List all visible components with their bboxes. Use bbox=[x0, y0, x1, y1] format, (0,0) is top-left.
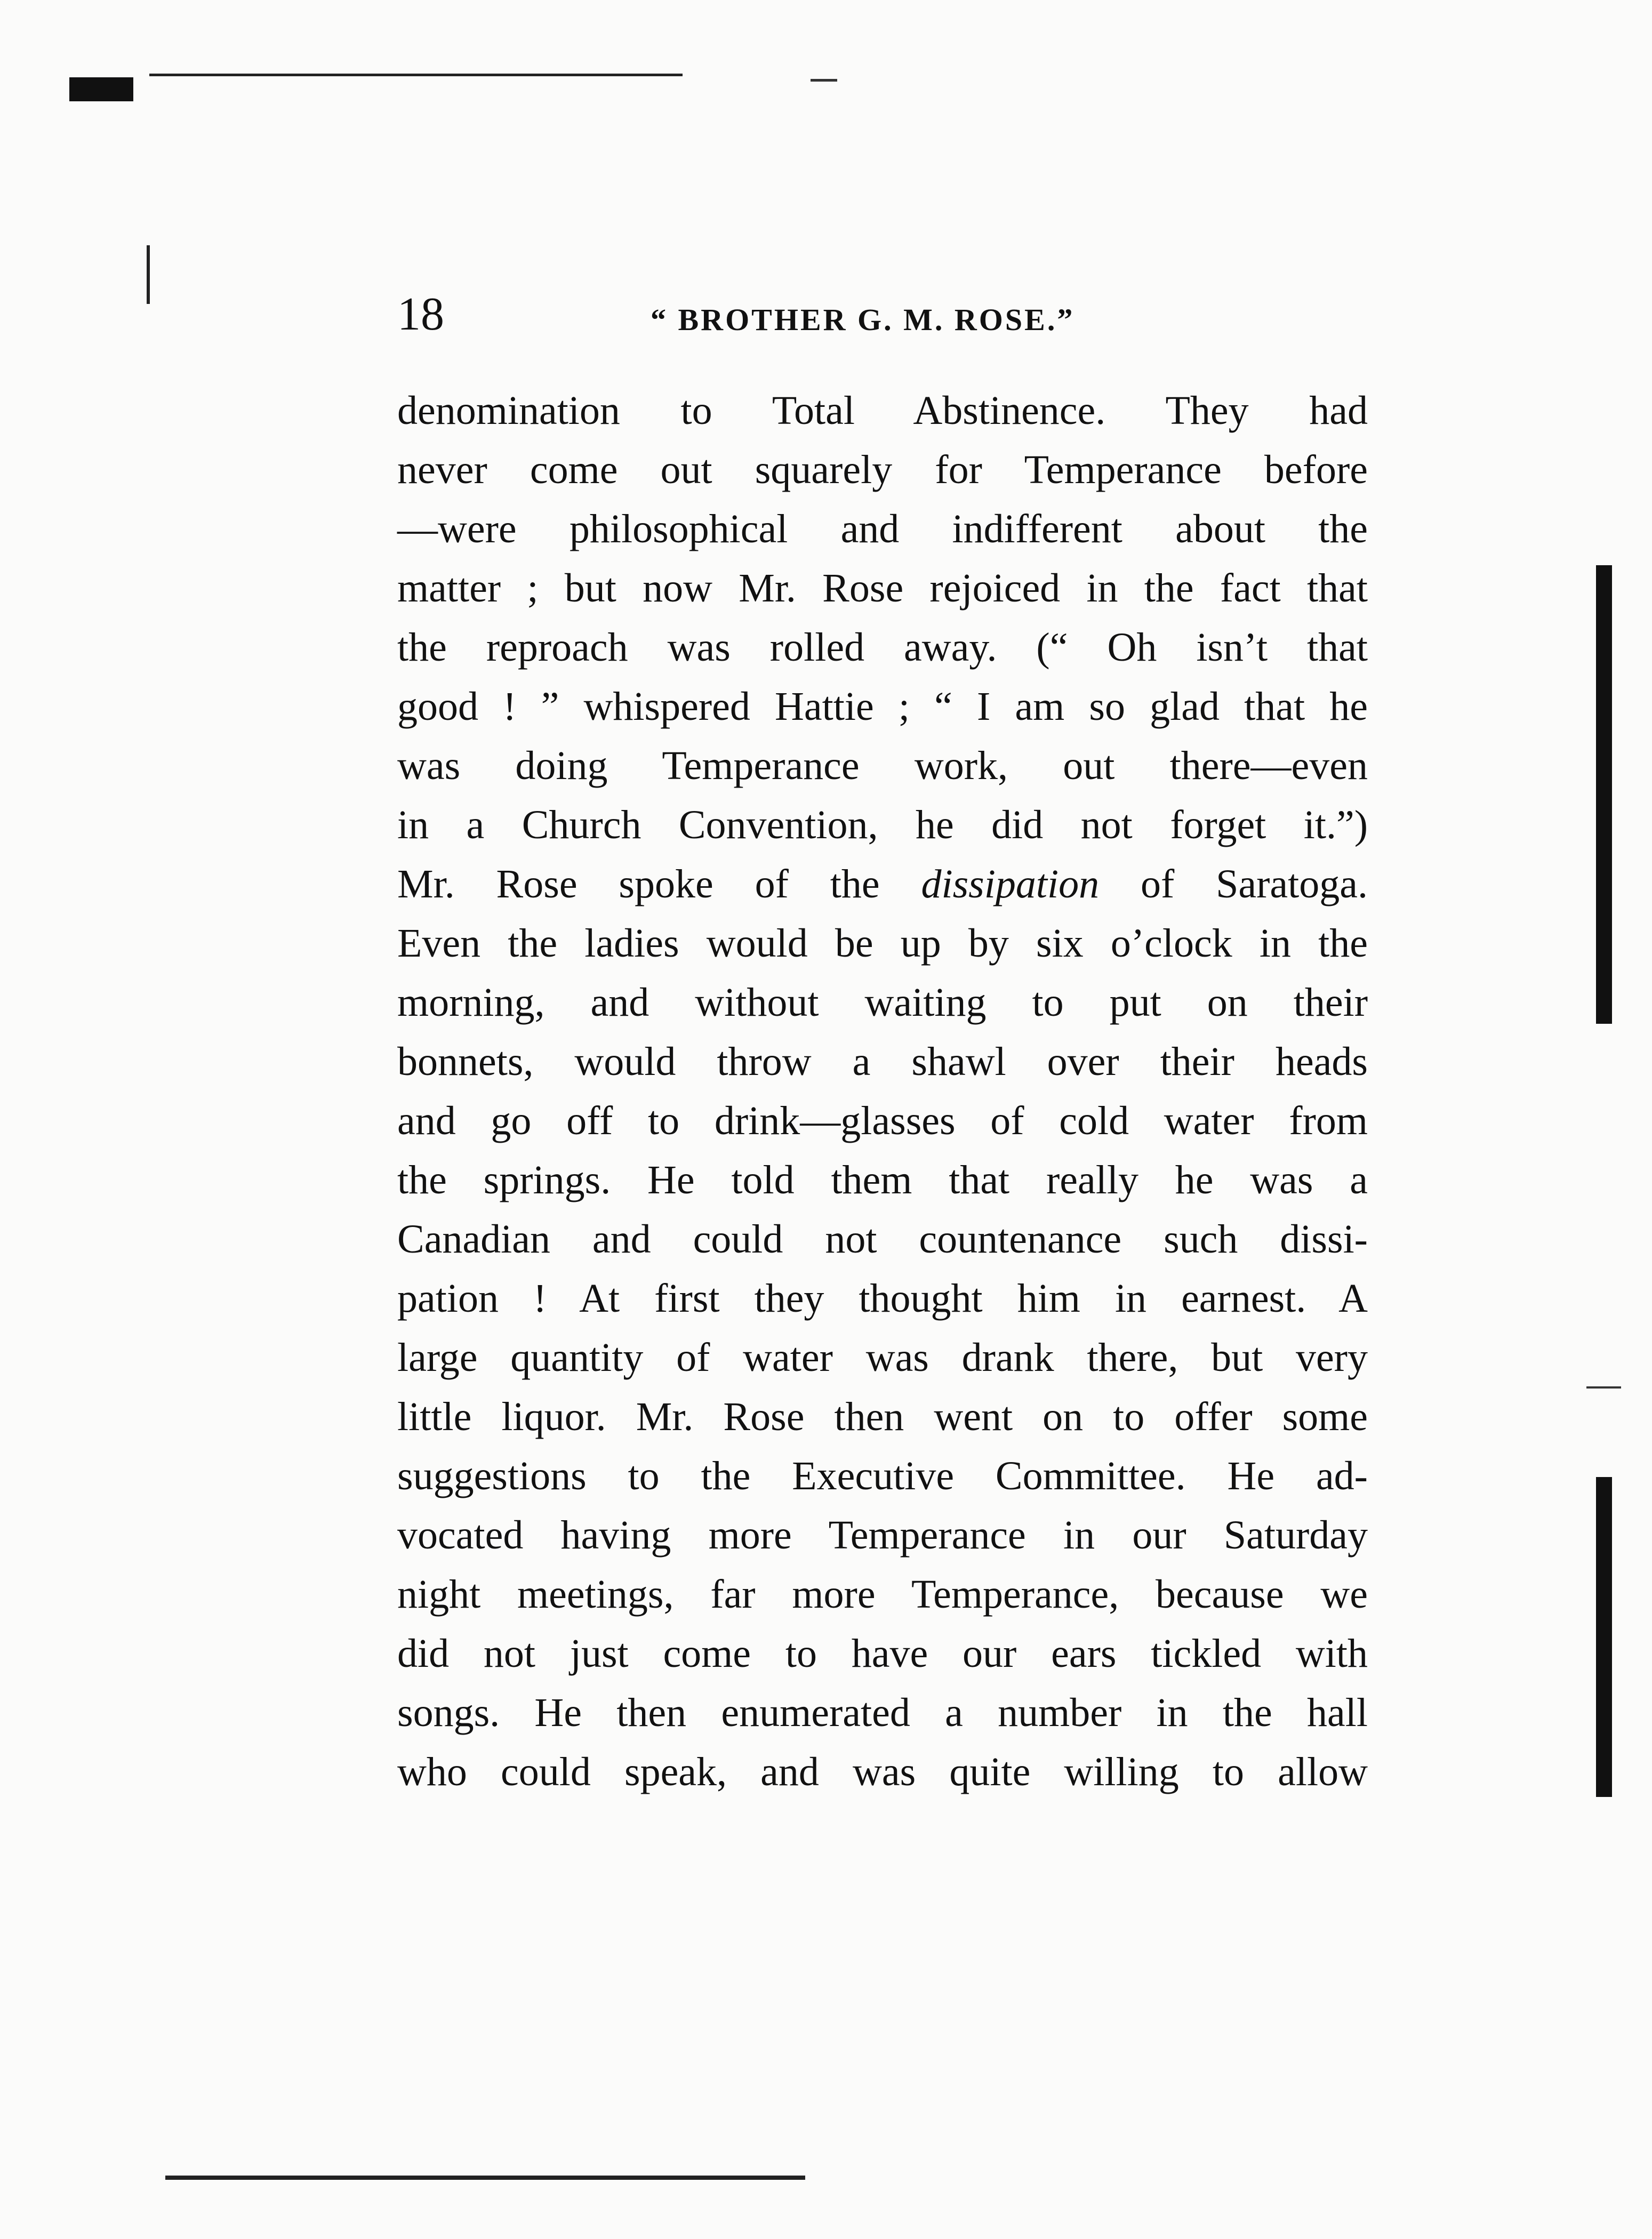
text-line-with-italic bbox=[397, 855, 1368, 914]
scan-artifact-edge-bar bbox=[1596, 1477, 1612, 1797]
text-line: the springs. He told them that really he was a bbox=[397, 1158, 1368, 1202]
scan-artifact-tick bbox=[1586, 1386, 1621, 1389]
text-line: night meetings, far more Temperance, because we bbox=[397, 1572, 1368, 1617]
text-segment: Mr. Rose spoke of the bbox=[397, 862, 880, 906]
text-line: large quantity of water was drank there, but very bbox=[397, 1335, 1368, 1380]
page-number: 18 bbox=[397, 288, 444, 340]
text-line: and go off to drink—glasses of cold water from bbox=[397, 1098, 1368, 1143]
text-line: denomination to Total Abstinence. They had bbox=[397, 388, 1368, 433]
scan-artifact-rule bbox=[165, 2176, 805, 2180]
text-line: good ! ” whispered Hattie ; “ I am so glad that he bbox=[397, 684, 1368, 729]
text-line: vocated having more Temperance in our Saturday bbox=[397, 1513, 1368, 1558]
text-line: —were philosophical and indifferent about the bbox=[397, 507, 1368, 551]
scan-artifact-rule bbox=[149, 74, 683, 76]
text-line: morning, and without waiting to put on their bbox=[397, 980, 1368, 1025]
page-header bbox=[397, 288, 1442, 352]
scan-artifact-rule bbox=[811, 79, 837, 82]
text-line: songs. He then enumerated a number in the hall bbox=[397, 1690, 1368, 1735]
text-line: suggestions to the Executive Committee. He ad- bbox=[397, 1454, 1368, 1498]
italic-word: dissipation bbox=[921, 862, 1100, 906]
text-line: never come out squarely for Temperance before bbox=[397, 447, 1368, 492]
text-line: pation ! At first they thought him in earnest. A bbox=[397, 1276, 1368, 1321]
text-line: who could speak, and was quite willing to allow bbox=[397, 1750, 1368, 1794]
scan-artifact-blob bbox=[69, 77, 133, 101]
scan-artifact-edge-bar bbox=[1596, 565, 1612, 1024]
text-line: the reproach was rolled away. (“ Oh isn’t that bbox=[397, 625, 1368, 670]
text-line: was doing Temperance work, out there—even bbox=[397, 743, 1368, 788]
text-line: in a Church Convention, he did not forget it.”) bbox=[397, 802, 1368, 847]
scan-artifact-speck bbox=[147, 245, 150, 304]
text-line: matter ; but now Mr. Rose rejoiced in the fact that bbox=[397, 566, 1368, 611]
body-text bbox=[397, 381, 1368, 1802]
text-line: little liquor. Mr. Rose then went on to offer some bbox=[397, 1394, 1368, 1439]
running-head: “ BROTHER G. M. ROSE.” bbox=[651, 302, 1075, 337]
text-segment: of Saratoga. bbox=[1099, 862, 1368, 906]
text-line: bonnets, would throw a shawl over their heads bbox=[397, 1039, 1368, 1084]
text-line: Canadian and could not countenance such dissi- bbox=[397, 1217, 1368, 1262]
text-line: Even the ladies would be up by six o’clock in the bbox=[397, 921, 1368, 966]
text-line: did not just come to have our ears tickled with bbox=[397, 1631, 1368, 1676]
